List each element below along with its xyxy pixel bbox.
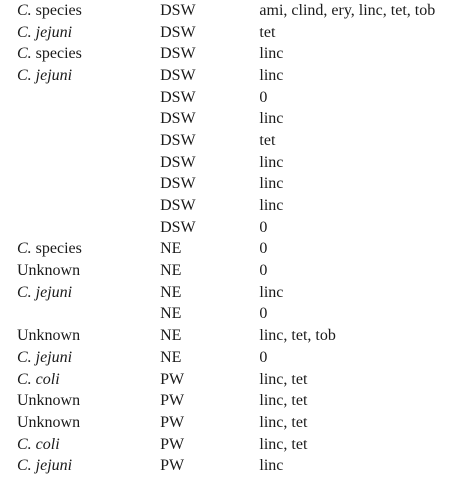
table-row <box>0 325 474 347</box>
resistance-cell: linc, tet <box>259 392 308 410</box>
organism-cell <box>0 390 160 412</box>
site-cell: DSW <box>160 45 196 63</box>
organism-cell <box>0 195 160 217</box>
organism-cell <box>0 260 160 282</box>
table-row <box>0 65 474 87</box>
organism-species: Unknown <box>17 392 81 410</box>
organism-genus: C. <box>17 370 32 388</box>
table-row <box>0 130 474 152</box>
organism-cell <box>0 152 160 174</box>
site-cell: DSW <box>160 218 196 236</box>
organism-species: jejuni <box>35 283 73 301</box>
table-row <box>0 369 474 391</box>
table-row <box>0 434 474 456</box>
resistance-cell: linc <box>259 45 284 63</box>
resistance-cell: 0 <box>259 262 268 280</box>
resistance-cell: linc <box>259 66 284 84</box>
site-cell: NE <box>160 327 182 345</box>
site-cell: DSW <box>160 175 196 193</box>
table-row <box>0 347 474 369</box>
resistance-cell: tet <box>259 23 276 41</box>
resistance-cell: 0 <box>259 305 268 323</box>
table-row <box>0 43 474 65</box>
resistance-cell: linc <box>259 457 284 475</box>
site-cell: DSW <box>160 110 196 128</box>
organism-species: species <box>35 240 82 258</box>
site-cell: PW <box>160 413 185 431</box>
site-cell: DSW <box>160 88 196 106</box>
organism-species: jejuni <box>35 457 73 475</box>
site-cell: DSW <box>160 131 196 149</box>
organism-cell <box>0 87 160 109</box>
table-row <box>0 412 474 434</box>
organism-cell <box>0 347 160 369</box>
organism-cell <box>0 108 160 130</box>
organism-cell <box>0 65 160 87</box>
table-row <box>0 282 474 304</box>
organism-genus: C. <box>17 435 32 453</box>
organism-species: species <box>35 1 82 19</box>
resistance-cell: linc, tet <box>259 370 308 388</box>
organism-cell <box>0 130 160 152</box>
organism-cell <box>0 412 160 434</box>
resistance-cell: linc, tet <box>259 413 308 431</box>
site-cell: DSW <box>160 1 196 19</box>
organism-species: jejuni <box>35 348 73 366</box>
table-row <box>0 22 474 44</box>
organism-cell <box>0 434 160 456</box>
site-cell: DSW <box>160 23 196 41</box>
organism-species: species <box>35 45 82 63</box>
site-cell: PW <box>160 457 185 475</box>
table-row <box>0 217 474 239</box>
organism-cell <box>0 43 160 65</box>
organism-cell <box>0 239 160 261</box>
table-row <box>0 304 474 326</box>
resistance-cell: linc <box>259 175 284 193</box>
organism-genus: C. <box>17 66 32 84</box>
organism-cell <box>0 369 160 391</box>
organism-cell <box>0 217 160 239</box>
site-cell: PW <box>160 435 185 453</box>
organism-species: jejuni <box>35 23 73 41</box>
organism-genus: C. <box>17 240 32 258</box>
organism-cell <box>0 174 160 196</box>
site-cell: NE <box>160 348 182 366</box>
resistance-cell: 0 <box>259 218 268 236</box>
table-row <box>0 390 474 412</box>
site-cell: NE <box>160 262 182 280</box>
resistance-cell: 0 <box>259 240 268 258</box>
resistance-cell: 0 <box>259 88 268 106</box>
table-row <box>0 239 474 261</box>
table-row <box>0 174 474 196</box>
table-row <box>0 195 474 217</box>
resistance-cell: ami, clind, ery, linc, tet, tob <box>259 1 436 19</box>
table-row <box>0 108 474 130</box>
site-cell: NE <box>160 283 182 301</box>
organism-genus: C. <box>17 45 32 63</box>
organism-cell <box>0 0 160 22</box>
organism-cell <box>0 304 160 326</box>
resistance-cell: linc, tet, tob <box>259 327 336 345</box>
resistance-cell: linc, tet <box>259 435 308 453</box>
table-row <box>0 0 474 22</box>
organism-species: jejuni <box>35 66 73 84</box>
site-cell: PW <box>160 392 185 410</box>
organism-species: Unknown <box>17 262 81 280</box>
site-cell: DSW <box>160 153 196 171</box>
site-cell: NE <box>160 305 182 323</box>
organism-genus: C. <box>17 283 32 301</box>
organism-cell <box>0 22 160 44</box>
site-cell: NE <box>160 240 182 258</box>
organism-genus: C. <box>17 457 32 475</box>
table-row <box>0 87 474 109</box>
organism-species: coli <box>35 370 60 388</box>
resistance-cell: linc <box>259 153 284 171</box>
resistance-cell: tet <box>259 131 276 149</box>
table-row <box>0 152 474 174</box>
table-row <box>0 260 474 282</box>
site-cell: PW <box>160 370 185 388</box>
organism-cell <box>0 282 160 304</box>
site-cell: DSW <box>160 197 196 215</box>
organism-species: coli <box>35 435 60 453</box>
organism-cell <box>0 325 160 347</box>
resistance-cell: linc <box>259 110 284 128</box>
resistance-cell: linc <box>259 283 284 301</box>
organism-species: Unknown <box>17 413 81 431</box>
organism-genus: C. <box>17 348 32 366</box>
organism-genus: C. <box>17 23 32 41</box>
organism-species: Unknown <box>17 327 81 345</box>
resistance-cell: 0 <box>259 348 268 366</box>
resistance-cell: linc <box>259 197 284 215</box>
site-cell: DSW <box>160 66 196 84</box>
organism-genus: C. <box>17 1 32 19</box>
